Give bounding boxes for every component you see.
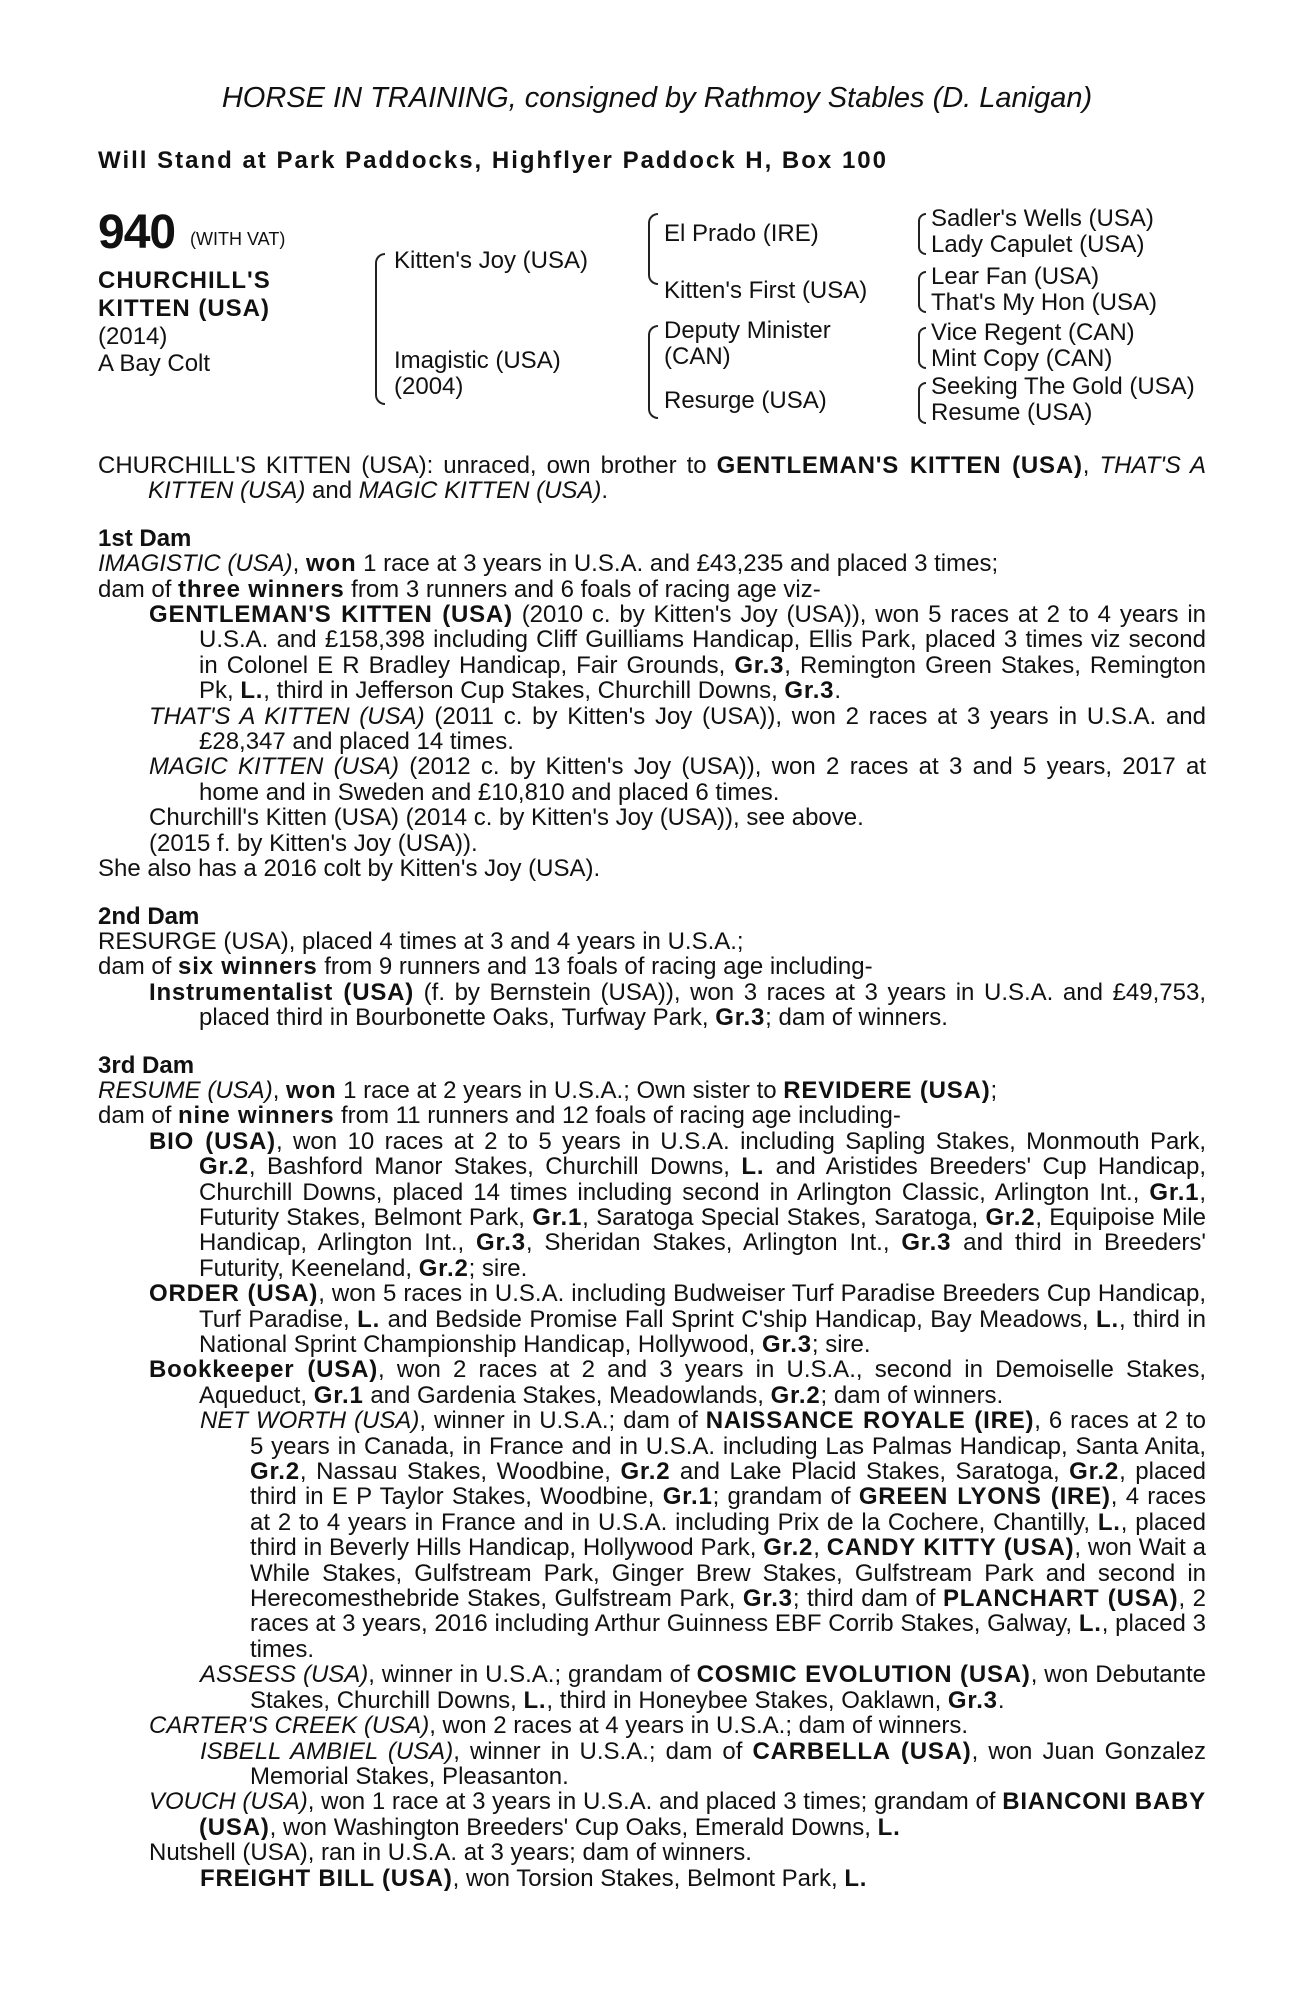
produce-gentlemans-kitten: GENTLEMAN'S KITTEN (USA) (2010 c. by Kitten's Joy (USA)), won 5 races at 2 to 4 years in U.S.A. and £158,398 including Cliff Guilliams Handicap, Ellis Park, placed 3 times viz second in Colonel E R Bradley Handicap, Fair Grounds, Gr.3, Remington Green Stakes, Remington Pk, L., third in Jefferson Cup Stakes, Churchill Downs, Gr.3. — [149, 601, 1207, 705]
sire-dam-brace — [375, 253, 385, 405]
produce-assess: ASSESS (USA), winner in U.S.A.; grandam of COSMIC EVOLUTION (USA), won Debutante Stakes, Churchill Downs, L., third in Honeybee Stakes, Oaklawn, Gr.3. — [200, 1661, 1206, 1714]
pedigree-g7: Seeking The Gold (USA) — [931, 373, 1195, 400]
pedigree-dam-year: (2004) — [394, 373, 464, 400]
pedigree-g1: Sadler's Wells (USA) — [931, 205, 1154, 232]
produce-bookkeeper: Bookkeeper (USA), won 2 races at 2 and 3 years in U.S.A., second in Demoiselle Stakes, Aqueduct, Gr.1 and Gardenia Stakes, Meadowlands, Gr.2; dam of winners. — [149, 1356, 1207, 1409]
location-heading: Will Stand at Park Paddocks, Highflyer Paddock H, Box 100 — [98, 147, 888, 174]
third-dam-line: RESUME (USA), won 1 race at 2 years in U.S.A.; Own sister to REVIDERE (USA); — [98, 1076, 998, 1104]
second-dam-heading: 2nd Dam — [98, 902, 200, 930]
pedigree-g6: Mint Copy (CAN) — [931, 345, 1113, 372]
horse-name — [98, 267, 271, 323]
produce-thats-a-kitten: THAT'S A KITTEN (USA) (2011 c. by Kitten's Joy (USA)), won 2 races at 3 years in U.S.A. and £28,347 and placed 14 times. — [149, 702, 1206, 756]
pedigree-dam-dam: Resurge (USA) — [664, 387, 827, 414]
consignor-heading: HORSE IN TRAINING, consigned by Rathmoy Stables (D. Lanigan) — [221, 82, 1093, 114]
produce-vouch: VOUCH (USA), won 1 race at 3 years in U.S.A. and placed 3 times; grandam of BIANCONI BABY (USA), won Washington Breeders' Cup Oaks, Emerald Downs, L. — [149, 1788, 1206, 1841]
second-dam-produce-line: dam of six winners from 9 runners and 13 foals of racing age including- — [98, 953, 873, 981]
pedigree-dam-sire-country: (CAN) — [664, 343, 731, 370]
horse-description: A Bay Colt — [98, 350, 211, 377]
produce-churchills-kitten: Churchill's Kitten (USA) (2014 c. by Kitten's Joy (USA)), see above. — [149, 804, 864, 832]
lot-number: 940 — [98, 206, 176, 259]
pedigree-g4: That's My Hon (USA) — [931, 289, 1157, 316]
produce-nutshell: Nutshell (USA), ran in U.S.A. at 3 years; dam of winners. — [149, 1839, 752, 1867]
produce-freight-bill: FREIGHT BILL (USA), won Torsion Stakes, Belmont Park, L. — [200, 1864, 868, 1892]
pedigree-dam-sire: Deputy Minister — [664, 317, 831, 344]
intro-paragraph: CHURCHILL'S KITTEN (USA): unraced, own brother to GENTLEMAN'S KITTEN (USA), THAT'S A KITTEN (USA) and MAGIC KITTEN (USA). — [98, 452, 1206, 505]
produce-bio: BIO (USA), won 10 races at 2 to 5 years in U.S.A. including Sapling Stakes, Monmouth Park, Gr.2, Bashford Manor Stakes, Churchill Downs, L. and Aristides Breeders' Cup Handicap, Churchill Downs, placed 14 times including second in Arlington Classic, Arlington Int., Gr.1, Futurity Stakes, Belmont Park, Gr.1, Saratoga Special Stakes, Saratoga, Gr.2, Equipoise Mile Handicap, Arlington Int., Gr.3, Sheridan Stakes, Arlington Int., Gr.3 and third in Breeders' Futurity, Keeneland, Gr.2; sire. — [149, 1127, 1206, 1282]
pedigree-sire-sire: El Prado (IRE) — [664, 220, 819, 247]
produce-instrumentalist: Instrumentalist (USA) (f. by Bernstein (USA)), won 3 races at 3 years in U.S.A. and £49,753, placed third in Bourbonette Oaks, Turfway Park, Gr.3; dam of winners. — [149, 978, 1206, 1032]
foaling-year: (2014) — [98, 323, 168, 350]
first-dam-heading: 1st Dam — [98, 524, 192, 552]
produce-2015-filly: (2015 f. by Kitten's Joy (USA)). — [149, 829, 478, 857]
produce-2016-colt: She also has a 2016 colt by Kitten's Joy (USA). — [98, 855, 601, 883]
second-dam-line: RESURGE (USA), placed 4 times at 3 and 4 years in U.S.A.; — [98, 927, 744, 955]
produce-magic-kitten: MAGIC KITTEN (USA) (2012 c. by Kitten's Joy (USA)), won 2 races at 3 and 5 years, 2017 at home and in Sweden and £10,810 and placed 6 times. — [149, 753, 1206, 806]
produce-carters-creek: CARTER'S CREEK (USA), won 2 races at 4 years in U.S.A.; dam of winners. — [149, 1712, 969, 1740]
produce-net-worth: NET WORTH (USA), winner in U.S.A.; dam of NAISSANCE ROYALE (IRE), 6 races at 2 to 5 years in Canada, in France and in U.S.A. including Las Palmas Handicap, Santa Anita, Gr.2, Nassau Stakes, Woodbine, Gr.2 and Lake Placid Stakes, Saratoga, Gr.2, placed third in E P Taylor Stakes, Woodbine, Gr.1; grandam of GREEN LYONS (IRE), 4 races at 2 to 4 years in France and in U.S.A. including Prix de la Cochere, Chantilly, L., placed third in Beverly Hills Handicap, Hollywood Park, Gr.2, CANDY KITTY (USA), won Wait a While Stakes, Gulfstream Park, Ginger Brew Stakes, Gulfstream Park and second in Herecomesthebride Stakes, Gulfstream Park, Gr.3; third dam of PLANCHART (USA), 2 races at 3 years, 2016 including Arthur Guinness EBF Corrib Stakes, Galway, L., placed 3 times. — [200, 1407, 1207, 1663]
produce-order: ORDER (USA), won 5 races in U.S.A. including Budweiser Turf Paradise Breeders Cup Handicap, Turf Paradise, L. and Bedside Promise Fall Sprint C'ship Handicap, Bay Meadows, L., third in National Sprint Championship Handicap, Hollywood, Gr.3; sire. — [149, 1280, 1206, 1358]
g-brace-4 — [918, 382, 926, 424]
first-dam-line: IMAGISTIC (USA), won 1 race at 3 years in U.S.A. and £43,235 and placed 3 times; — [98, 550, 999, 578]
pedigree-g3: Lear Fan (USA) — [931, 263, 1100, 290]
horse-name-line2: KITTEN (USA) — [98, 295, 270, 322]
third-dam-heading: 3rd Dam — [98, 1051, 195, 1079]
horse-name-line1: CHURCHILL'S — [98, 267, 271, 294]
produce-isbell-ambiel: ISBELL AMBIEL (USA), winner in U.S.A.; dam of CARBELLA (USA), won Juan Gonzalez Memorial Stakes, Pleasanton. — [200, 1737, 1207, 1790]
pedigree-g5: Vice Regent (CAN) — [931, 319, 1135, 346]
pedigree-block — [98, 205, 1218, 440]
pedigree-dam: Imagistic (USA) — [394, 347, 561, 374]
pedigree-sire: Kitten's Joy (USA) — [394, 247, 588, 274]
vat-label: (WITH VAT) — [190, 229, 286, 249]
first-dam-produce-line: dam of three winners from 3 runners and 6 foals of racing age viz- — [98, 575, 821, 603]
g-brace-2 — [918, 271, 926, 313]
pedigree-sire-dam: Kitten's First (USA) — [664, 277, 868, 304]
dam-line-brace — [648, 325, 658, 419]
pedigree-g2: Lady Capulet (USA) — [931, 231, 1145, 258]
third-dam-produce-line: dam of nine winners from 11 runners and 12 foals of racing age including- — [98, 1102, 901, 1130]
g-brace-1 — [918, 213, 926, 255]
pedigree-g8: Resume (USA) — [931, 399, 1093, 426]
catalogue-body — [98, 453, 1206, 1891]
g-brace-3 — [918, 327, 926, 369]
sire-line-brace — [648, 213, 658, 285]
